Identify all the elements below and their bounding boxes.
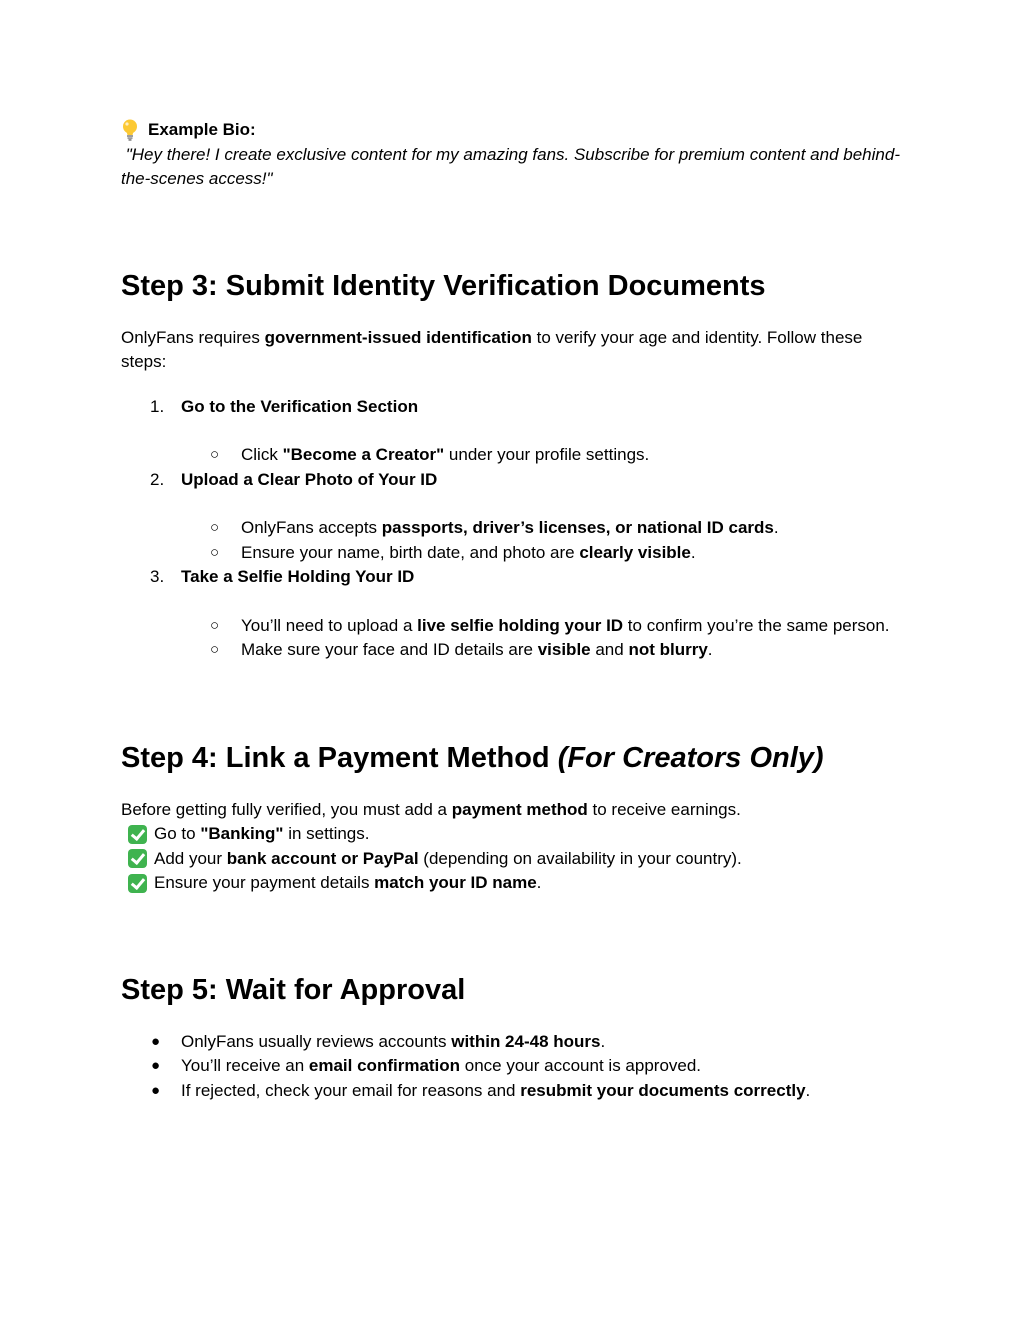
step3-item-2-label: Upload a Clear Photo of Your ID bbox=[181, 469, 438, 489]
step5-title: Step 5: Wait for Approval bbox=[121, 973, 466, 1006]
list-item bbox=[121, 871, 911, 896]
sub-item-bold: passports, driver’s licenses, or national ID cards bbox=[381, 518, 774, 537]
step4-intro-bold: payment method bbox=[451, 799, 588, 819]
list-item bbox=[121, 516, 911, 541]
step4-intro-rest: to receive earnings. bbox=[587, 799, 741, 819]
list-item bbox=[121, 1030, 911, 1055]
hollow-bullet-icon: ○ bbox=[210, 616, 220, 634]
list-number: 1. bbox=[150, 396, 165, 416]
sub-item-bold: "Become a Creator" bbox=[282, 445, 445, 464]
filled-bullet-icon: ● bbox=[151, 1032, 161, 1050]
bullet-bold: within 24-48 hours bbox=[451, 1031, 601, 1051]
bullet-text: OnlyFans usually reviews accounts bbox=[181, 1031, 452, 1051]
sub-item-bold: live selfie holding your ID bbox=[417, 615, 624, 635]
step3-item-2 bbox=[121, 468, 911, 493]
example-bio-heading bbox=[121, 118, 911, 143]
list-item bbox=[121, 822, 911, 847]
list-item bbox=[121, 1054, 911, 1079]
hollow-bullet-icon: ○ bbox=[210, 519, 220, 536]
step4-title-text: Step 4: Link a Payment Method bbox=[121, 741, 558, 774]
bullet-rest: . bbox=[600, 1031, 606, 1051]
step3-intro-bold: government-issued identification bbox=[264, 327, 532, 347]
bullet-rest: . bbox=[805, 1080, 811, 1100]
sub-item-rest: . bbox=[773, 518, 779, 537]
bullet-text: You’ll receive an bbox=[181, 1056, 309, 1075]
list-number: 3. bbox=[150, 567, 165, 586]
example-bio-text: "Hey there! I create exclusive content for my amazing fans. Subscribe for premium content and behind-the-scenes access!" bbox=[121, 144, 900, 188]
sub-item-bold: clearly visible bbox=[579, 542, 691, 562]
bullet-rest: once your account is approved. bbox=[460, 1056, 702, 1075]
step3-title: Step 3: Submit Identity Verification Documents bbox=[121, 269, 766, 302]
hollow-bullet-icon: ○ bbox=[210, 641, 220, 658]
step3-item-2-sublist bbox=[121, 516, 911, 565]
check-rest: (depending on availability in your country). bbox=[418, 848, 742, 868]
check-text: Go to bbox=[154, 824, 201, 843]
step3-item-3-sublist bbox=[121, 614, 911, 663]
check-rest: in settings. bbox=[283, 824, 370, 843]
check-text: Add your bbox=[154, 848, 227, 868]
check-mark-icon bbox=[128, 825, 147, 844]
step4-checklist bbox=[121, 822, 911, 896]
step3-item-3 bbox=[121, 565, 911, 590]
sub-item-text: Make sure your face and ID details are bbox=[241, 640, 538, 659]
step4-title bbox=[121, 740, 911, 776]
sub-item-bold-2: not blurry bbox=[628, 640, 708, 659]
document-page bbox=[121, 118, 911, 1103]
sub-item-text: OnlyFans accepts bbox=[241, 518, 382, 537]
check-mark-icon bbox=[128, 849, 147, 868]
sub-item-rest: to confirm you’re the same person. bbox=[623, 615, 890, 635]
sub-item-rest: . bbox=[690, 542, 696, 562]
check-mark-icon bbox=[128, 874, 147, 893]
step3-item-1 bbox=[121, 395, 911, 420]
check-text: Ensure your payment details bbox=[154, 873, 375, 892]
step3-intro bbox=[121, 326, 911, 375]
step5-bullet-list bbox=[121, 1030, 911, 1104]
check-bold: bank account or PayPal bbox=[226, 848, 419, 868]
list-item bbox=[121, 638, 911, 663]
list-item bbox=[121, 443, 911, 468]
bullet-text: If rejected, check your email for reasons and bbox=[181, 1080, 521, 1100]
list-item bbox=[121, 847, 911, 872]
step3-item-3-label: Take a Selfie Holding Your ID bbox=[181, 567, 415, 586]
sub-item-text: Ensure your name, birth date, and photo are bbox=[241, 542, 580, 562]
list-number: 2. bbox=[150, 469, 165, 489]
hollow-bullet-icon: ○ bbox=[210, 446, 220, 463]
list-item bbox=[121, 541, 911, 566]
filled-bullet-icon: ● bbox=[151, 1081, 161, 1099]
sub-item-bold: visible bbox=[537, 640, 591, 659]
list-item bbox=[121, 614, 911, 639]
example-bio-label: Example Bio: bbox=[148, 120, 256, 139]
bullet-bold: resubmit your documents correctly bbox=[520, 1080, 806, 1100]
check-bold: match your ID name bbox=[374, 873, 537, 892]
step4-title-italic: (For Creators Only) bbox=[557, 741, 824, 774]
step3-intro-rest: to verify your age and identity. Follow these steps: bbox=[121, 327, 863, 371]
bullet-bold: email confirmation bbox=[308, 1056, 461, 1075]
step4-intro-text: Before getting fully verified, you must add a bbox=[121, 799, 452, 819]
sub-item-end: . bbox=[707, 640, 713, 659]
list-item bbox=[121, 1079, 911, 1104]
sub-item-rest: and bbox=[590, 640, 629, 659]
hollow-bullet-icon: ○ bbox=[210, 543, 220, 561]
step3-item-1-sublist bbox=[121, 443, 911, 468]
check-rest: . bbox=[536, 873, 542, 892]
step3-intro-text: OnlyFans requires bbox=[121, 327, 265, 347]
step3-item-1-label: Go to the Verification Section bbox=[181, 396, 419, 416]
filled-bullet-icon: ● bbox=[151, 1057, 161, 1074]
step4-intro bbox=[121, 798, 911, 823]
lightbulb-icon bbox=[121, 119, 139, 141]
sub-item-text: Click bbox=[241, 445, 283, 464]
sub-item-text: You’ll need to upload a bbox=[241, 615, 418, 635]
sub-item-rest: under your profile settings. bbox=[444, 445, 650, 464]
check-bold: "Banking" bbox=[200, 824, 284, 843]
step3-ordered-list bbox=[121, 395, 911, 663]
